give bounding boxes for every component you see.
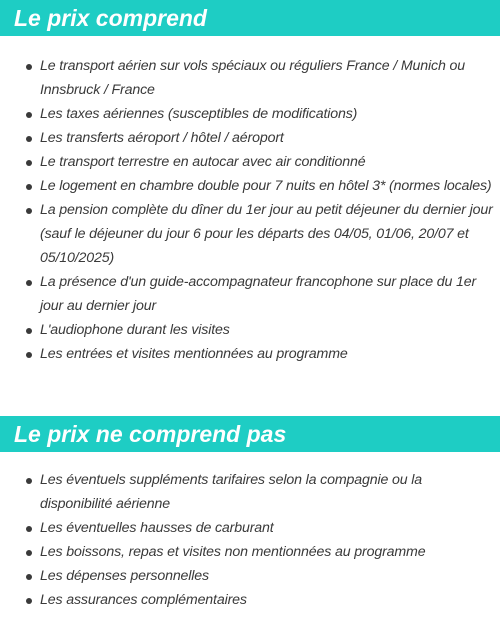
bullet-icon (26, 598, 32, 604)
list-item-text: La présence d'un guide-accompagnateur francophone sur place du 1er jour au dernier jour (40, 274, 477, 314)
bullet-icon (26, 160, 32, 166)
list-item (0, 468, 500, 516)
list-item (0, 342, 500, 366)
included-list (0, 54, 500, 366)
list-item (0, 54, 500, 102)
bullet-icon (26, 184, 32, 190)
list-item-text: Les dépenses personnelles (40, 568, 209, 584)
bullet-icon (26, 136, 32, 142)
list-item-text: Le transport terrestre en autocar avec air conditionné (40, 154, 366, 170)
list-item-text: Les entrées et visites mentionnées au programme (40, 346, 348, 362)
bullet-icon (26, 280, 32, 286)
list-item (0, 174, 500, 198)
bullet-icon (26, 112, 32, 118)
list-item (0, 318, 500, 342)
bullet-icon (26, 478, 32, 484)
excluded-list (0, 468, 500, 612)
list-item-text: L'audiophone durant les visites (40, 322, 230, 338)
list-item-text: Les taxes aériennes (susceptibles de modifications) (40, 106, 358, 122)
bullet-icon (26, 208, 32, 214)
list-item-text: Les éventuelles hausses de carburant (40, 520, 274, 536)
bullet-icon (26, 328, 32, 334)
list-item (0, 564, 500, 588)
list-item-text: Les assurances complémentaires (40, 592, 247, 608)
included-section-title: Le prix comprend (0, 0, 500, 36)
bullet-icon (26, 64, 32, 70)
list-item (0, 150, 500, 174)
bullet-icon (26, 526, 32, 532)
bullet-icon (26, 550, 32, 556)
list-item (0, 516, 500, 540)
list-item-text: Les transferts aéroport / hôtel / aéroport (40, 130, 284, 146)
list-item-text: Les éventuels suppléments tarifaires selon la compagnie ou la disponibilité aérienne (40, 472, 423, 512)
list-item (0, 198, 500, 270)
list-item-text: La pension complète du dîner du 1er jour au petit déjeuner du dernier jour (sauf le déjeuner du jour 6 pour les départs des 04/05, 01/06, 20/07 et 05/10/2025) (40, 202, 493, 266)
list-item (0, 540, 500, 564)
list-item (0, 102, 500, 126)
bullet-icon (26, 574, 32, 580)
list-item (0, 126, 500, 150)
list-item-text: Les boissons, repas et visites non mentionnées au programme (40, 544, 426, 560)
list-item (0, 588, 500, 612)
excluded-section-title: Le prix ne comprend pas (0, 416, 500, 452)
list-item-text: Le transport aérien sur vols spéciaux ou réguliers France / Munich ou Innsbruck / France (40, 58, 465, 98)
bullet-icon (26, 352, 32, 358)
list-item (0, 270, 500, 318)
list-item-text: Le logement en chambre double pour 7 nuits en hôtel 3* (normes locales) (40, 178, 492, 194)
